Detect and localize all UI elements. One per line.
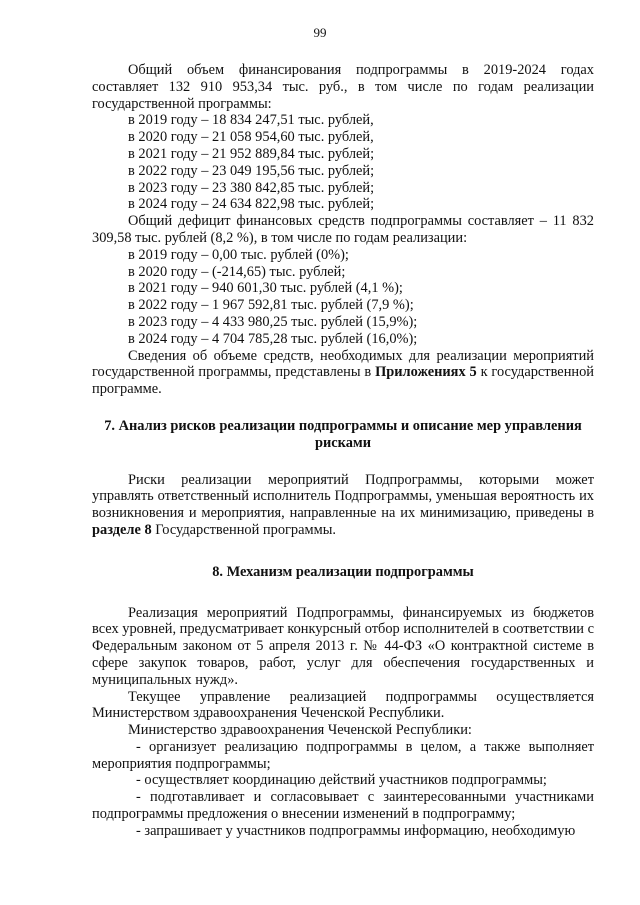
section-7-text-main: Риски реализации мероприятий Подпрограммы, которыми может управлять ответственный исполнитель Подпрограммы, уменьшая вероятность их возникновения и мероприятия, направленные на их минимизацию, приведены в xyxy=(92,471,594,522)
funding-year-item: в 2023 году – 23 380 842,85 тыс. рублей; xyxy=(128,179,375,196)
funding-year-item: в 2020 году – 21 058 954,60 тыс. рублей, xyxy=(128,129,374,146)
duty-item: - организует реализацию подпрограммы в целом, а также выполняет мероприятия подпрограммы; xyxy=(92,738,594,772)
deficit-year-item: в 2020 году – (-214,65) тыс. рублей; xyxy=(128,263,346,280)
duty-item: - подготавливает и согласовывает с заинтересованными участниками подпрограммы предложения о внесении изменений в подпрограмму; xyxy=(92,789,594,823)
deficit-intro: Общий дефицит финансовых средств подпрограммы составляет – 11 832 309,58 тыс. рублей (8,2 %), в том числе по годам реализации: xyxy=(92,213,594,246)
section-reference: разделе 8 xyxy=(92,521,152,538)
page-content xyxy=(92,62,594,840)
section-8-paragraph-2: Текущее управление реализацией подпрограммы осуществляется Министерством здравоохранения Чеченской Республики. xyxy=(92,688,594,722)
page-number: 99 xyxy=(313,25,327,40)
deficit-year-item: в 2019 году – 0,00 тыс. рублей (0%); xyxy=(128,246,349,263)
funding-year-item: в 2024 году – 24 634 822,98 тыс. рублей; xyxy=(128,196,375,213)
deficit-year-item: в 2024 году – 4 704 785,28 тыс. рублей (16,0%); xyxy=(128,330,418,347)
section-7-heading: 7. Анализ рисков реализации подпрограммы и описание мер управления рисками xyxy=(104,417,582,451)
funding-years-list xyxy=(92,112,594,213)
section-7-text-tail: Государственной программы. xyxy=(151,521,336,538)
appendix-reference: Приложениях 5 xyxy=(375,364,477,381)
appendix-note-tail: к государственной программе. xyxy=(92,364,594,398)
section-8-paragraph-3: Министерство здравоохранения Чеченской Республики: xyxy=(128,722,472,739)
duty-item: - осуществляет координацию действий участников подпрограммы; xyxy=(136,772,547,789)
funding-year-item: в 2021 году – 21 952 889,84 тыс. рублей; xyxy=(128,145,375,162)
deficit-year-item: в 2021 году – 940 601,30 тыс. рублей (4,1 %); xyxy=(128,280,403,297)
duty-item: - запрашивает у участников подпрограммы информацию, необходимую xyxy=(136,822,576,839)
funding-year-item: в 2019 году – 18 834 247,51 тыс. рублей, xyxy=(128,112,374,129)
funding-year-item: в 2022 году – 23 049 195,56 тыс. рублей; xyxy=(128,162,375,179)
section-8-heading: 8. Механизм реализации подпрограммы xyxy=(212,563,474,580)
appendix-note-text: Сведения об объеме средств, необходимых для реализации мероприятий государственной программы, представлены в xyxy=(92,347,594,381)
ministry-duties-list xyxy=(92,739,594,840)
section-8-paragraph-1: Реализация мероприятий Подпрограммы, финансируемых из бюджетов всех уровней, предусматривает конкурсный отбор исполнителей в соответствии с Федеральным законом от 5 апреля 2013 г. № 44-ФЗ «О контрактной системе в сфере закупок товаров, работ, услуг для обеспечения государственных и муниципальных нужд». xyxy=(92,604,594,688)
section-7-text xyxy=(92,472,594,539)
deficit-year-item: в 2022 году – 1 967 592,81 тыс. рублей (7,9 %); xyxy=(128,297,414,314)
funding-intro: Общий объем финансирования подпрограммы в 2019-2024 годах составляет 132 910 953,34 тыс. руб., в том числе по годам реализации государственной программы: xyxy=(92,62,594,112)
deficit-years-list xyxy=(92,247,594,348)
appendix-note xyxy=(92,348,594,398)
deficit-year-item: в 2023 году – 4 433 980,25 тыс. рублей (15,9%); xyxy=(128,313,418,330)
